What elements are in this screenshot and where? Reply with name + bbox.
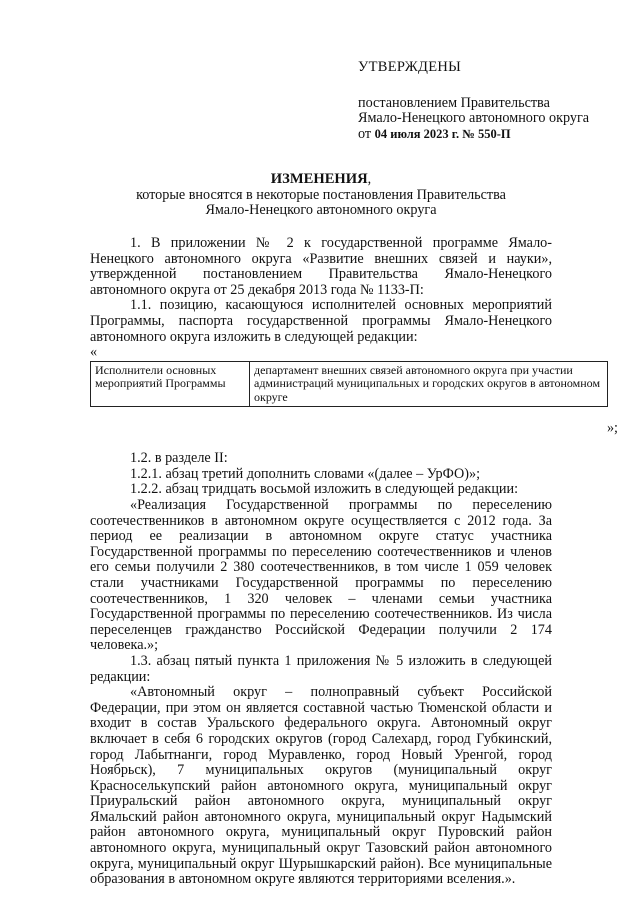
paragraph-1-2-2-text: «Реализация Государственной программы по переселению соотечественников в автономном округе осуществляется с 2012 года. За период ее реализации в автономном округе статус участника Государственной программы по переселению соотечественников и членов его семьи получили 2 380 соотечественников, в том числе 1 059 человек стали участниками Государственной программы по переселению соотечественников, 1 320 человек – членами семьи участника Государственной программы по переселению соотечественников. Из числа переселенцев гражданство Российской Федерации получили 2 174 человека.»; [90,497,552,654]
heading-title-suffix: , [367,171,372,187]
table-row [91,361,608,407]
approval-date-prefix: от [358,125,372,142]
paragraph-1-2-1: 1.2.1. абзац третий дополнить словами «(далее – УрФО)»; [130,465,481,482]
table-cell-executors-value: департамент внешних связей автономного округа при участии администраций муниципальных и городских округов в автономном округе [250,361,608,407]
table-open-quote: « [90,344,98,361]
approval-line-2: Ямало-Ненецкого автономного округа [358,110,590,127]
table-close-quote: »; [606,420,618,437]
table-cell-executors-label: Исполнители основных мероприятий Программы [91,361,250,407]
executors-table [90,361,608,408]
document-body [90,235,618,888]
paragraph-1-3: 1.3. абзац пятый пункта 1 приложения № 5 изложить в следующей редакции: [90,652,552,685]
heading-subtitle-2: Ямало-Ненецкого автономного округа [205,202,437,219]
paragraph-1-1: 1.1. позицию, касающуюся исполнителей основных мероприятий Программы, паспорта государственной программы Ямало-Ненецкого автономного округа изложить в следующей редакции: [90,297,552,345]
paragraph-1: 1. В приложении № 2 к государственной программе Ямало-Ненецкого автономного округа «Развитие внешних связей и науки», утвержденной постановлением Правительства Ямало-Ненецкого автономного округа от 25 декабря 2013 года № 1133-П: [90,235,552,298]
heading-subtitle-1: которые вносятся в некоторые постановления Правительства [136,186,506,203]
approval-date-line [358,127,628,143]
approval-title: УТВЕРЖДЕНЫ [358,59,462,75]
document-heading [90,172,552,219]
paragraph-1-2: 1.2. в разделе II: [130,450,228,467]
approval-block [358,60,628,142]
paragraph-1-2-2: 1.2.2. абзац тридцать восьмой изложить в следующей редакции: [130,481,519,498]
paragraph-1-3-text: «Автономный округ – полноправный субъект Российской Федерации, при этом он является составной частью Тюменской области и входит в состав Уральского федерального округа. Автономный округ включает в себя 6 городских округов (город Салехард, город Губкинский, город Лабытнанги, город Муравленко, город Новый Уренгой, город Ноябрьск), 7 муниципальных округов (муниципальный округ Красноселькупский район автономного округа, муниципальный округ Приуральский район автономного округа, муниципальный округ Ямальский район автономного округа, муниципальный округ Надымский район автономного округа, муниципальный округ Пуровский район автономного округа, муниципальный округ Тазовский район автономного округа, муниципальный округ Шурышкарский район). Все муниципальные образования в автономном округе являются территориями вселения.». [90,684,552,888]
approval-line-1: постановлением Правительства [358,94,550,111]
heading-title: ИЗМЕНЕНИЯ [270,171,368,187]
approval-date-value: 04 июля 2023 г. № 550-П [374,126,511,141]
